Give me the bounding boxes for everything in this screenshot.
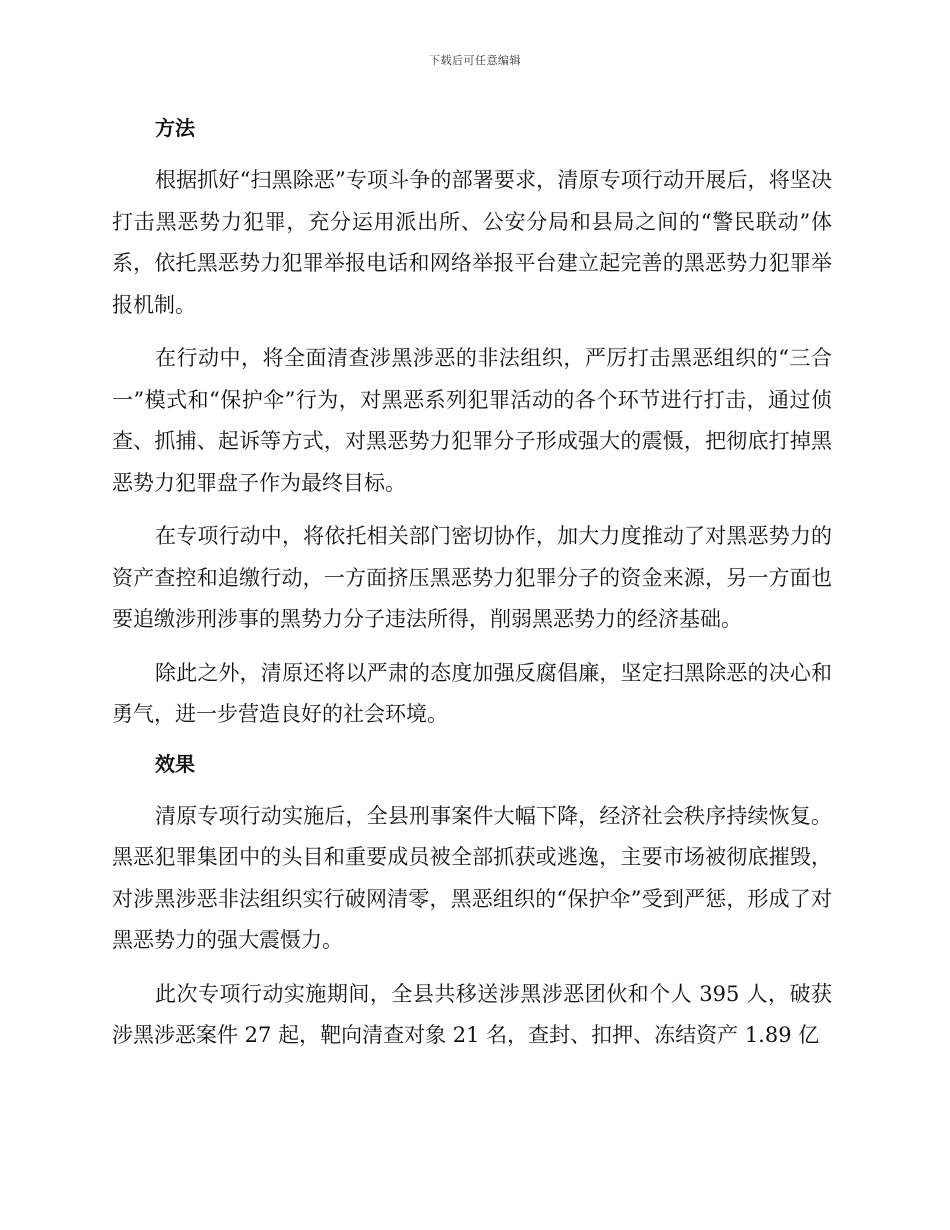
paragraph: 除此之外，清原还将以严肃的态度加强反腐倡廉，坚定扫黑除恶的决心和勇气，进一步营造良好的社会环境。 [112,660,832,726]
section-heading-method: 方法 [155,116,195,140]
paragraph: 在专项行动中，将依托相关部门密切协作，加大力度推动了对黑恶势力的资产查控和追缴行动，一方面挤压黑恶势力犯罪分子的资金来源，另一方面也要追缴涉刑涉事的黑势力分子违法所得，削弱黑恶势力的经济基础。 [112,524,832,631]
paragraph: 在行动中，将全面清查涉黑涉恶的非法组织，严厉打击黑恶组织的“三合一”模式和“保护伞”行为，对黑恶系列犯罪活动的各个环节进行打击，通过侦查、抓捕、起诉等方式，对黑恶势力犯罪分子形成强大的震慑，把彻底打掉黑恶势力犯罪盘子作为最终目标。 [112,346,832,495]
paragraph: 此次专项行动实施期间，全县共移送涉黑涉恶团伙和个人 395 人，破获涉黑涉恶案件 27 起，靶向清查对象 21 名，查封、扣押、冻结资产 1.89 亿 [112,981,832,1047]
paragraph: 清原专项行动实施后，全县刑事案件大幅下降，经济社会秩序持续恢复。黑恶犯罪集团中的头目和重要成员被全部抓获或逃逸，主要市场被彻底摧毁，对涉黑涉恶非法组织实行破网清零，黑恶组织的“保护伞”受到严惩，形成了对黑恶势力的强大震慑力。 [112,803,832,952]
document-body [112,112,832,1069]
paragraph: 根据抓好“扫黑除恶”专项斗争的部署要求，清原专项行动开展后，将坚决打击黑恶势力犯罪，充分运用派出所、公安分局和县局之间的“警民联动”体系，依托黑恶势力犯罪举报电话和网络举报平台建立起完善的黑恶势力犯罪举报机制。 [112,168,832,317]
section-heading-effect: 效果 [155,751,195,776]
header-note: 下载后可任意编辑 [429,54,521,67]
